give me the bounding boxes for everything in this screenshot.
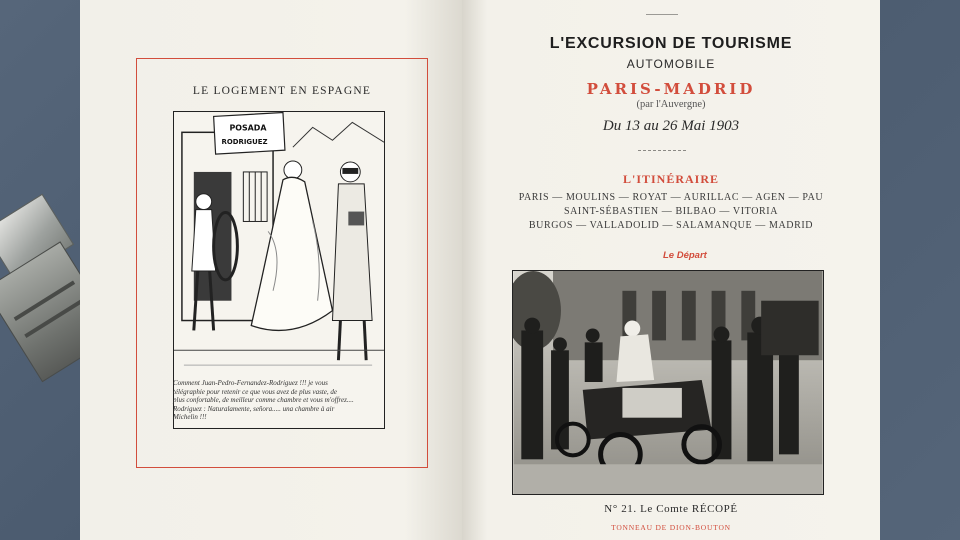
sign-text-bottom: RODRIGUEZ (221, 138, 268, 147)
itinerary-line: SAINT-SÉBASTIEN — BILBAO — VITORIA (563, 206, 779, 217)
departure-photo (512, 270, 824, 495)
open-book (80, 0, 880, 540)
itinerary-heading: L'ITINÉRAIRE (622, 172, 720, 186)
plate-title: LE LOGEMENT EN ESPAGNE (192, 85, 372, 97)
cartoon-caption (173, 379, 385, 422)
itinerary-line: PARIS — MOULINS — ROYAT — AURILLAC — AGEN — PAU (518, 192, 824, 203)
caption-line: télégraphie pour retenir ce que vous avez de plus vaste, de (173, 387, 338, 396)
plate-frame (136, 58, 428, 468)
caption-line: Comment Juan-Pedro-Fernandez-Rodriguez !!! je vous (173, 379, 328, 387)
photo-caption: N° 21. Le Comte RÉCOPÉ (604, 503, 738, 515)
page-subtitle: AUTOMOBILE (626, 57, 716, 71)
photo-label: Le Départ (663, 250, 707, 261)
top-rule (646, 14, 678, 15)
sign-text-top: POSADA (229, 123, 267, 133)
route-title: PARIS-MADRID (586, 80, 756, 98)
caption-line: plus confortable, de meilleur comme chambre et vous m'offrez.... (173, 396, 354, 404)
photo-subcaption: TONNEAU DE DION-BOUTON (611, 523, 731, 532)
route-via: (par l'Auvergne) (636, 99, 706, 110)
left-page (80, 0, 462, 540)
page-title: L'EXCURSION DE TOURISME (549, 35, 793, 52)
divider-rule (638, 150, 686, 151)
caption-line: Michelin !!! (173, 413, 207, 421)
itinerary-line: BURGOS — VALLADOLID — SALAMANQUE — MADRID (528, 220, 814, 231)
event-dates: Du 13 au 26 Mai 1903 (602, 118, 740, 134)
caption-line: Rodriguez : Naturalamente, señora..... una chambre à air (173, 404, 335, 413)
right-page (462, 0, 880, 540)
